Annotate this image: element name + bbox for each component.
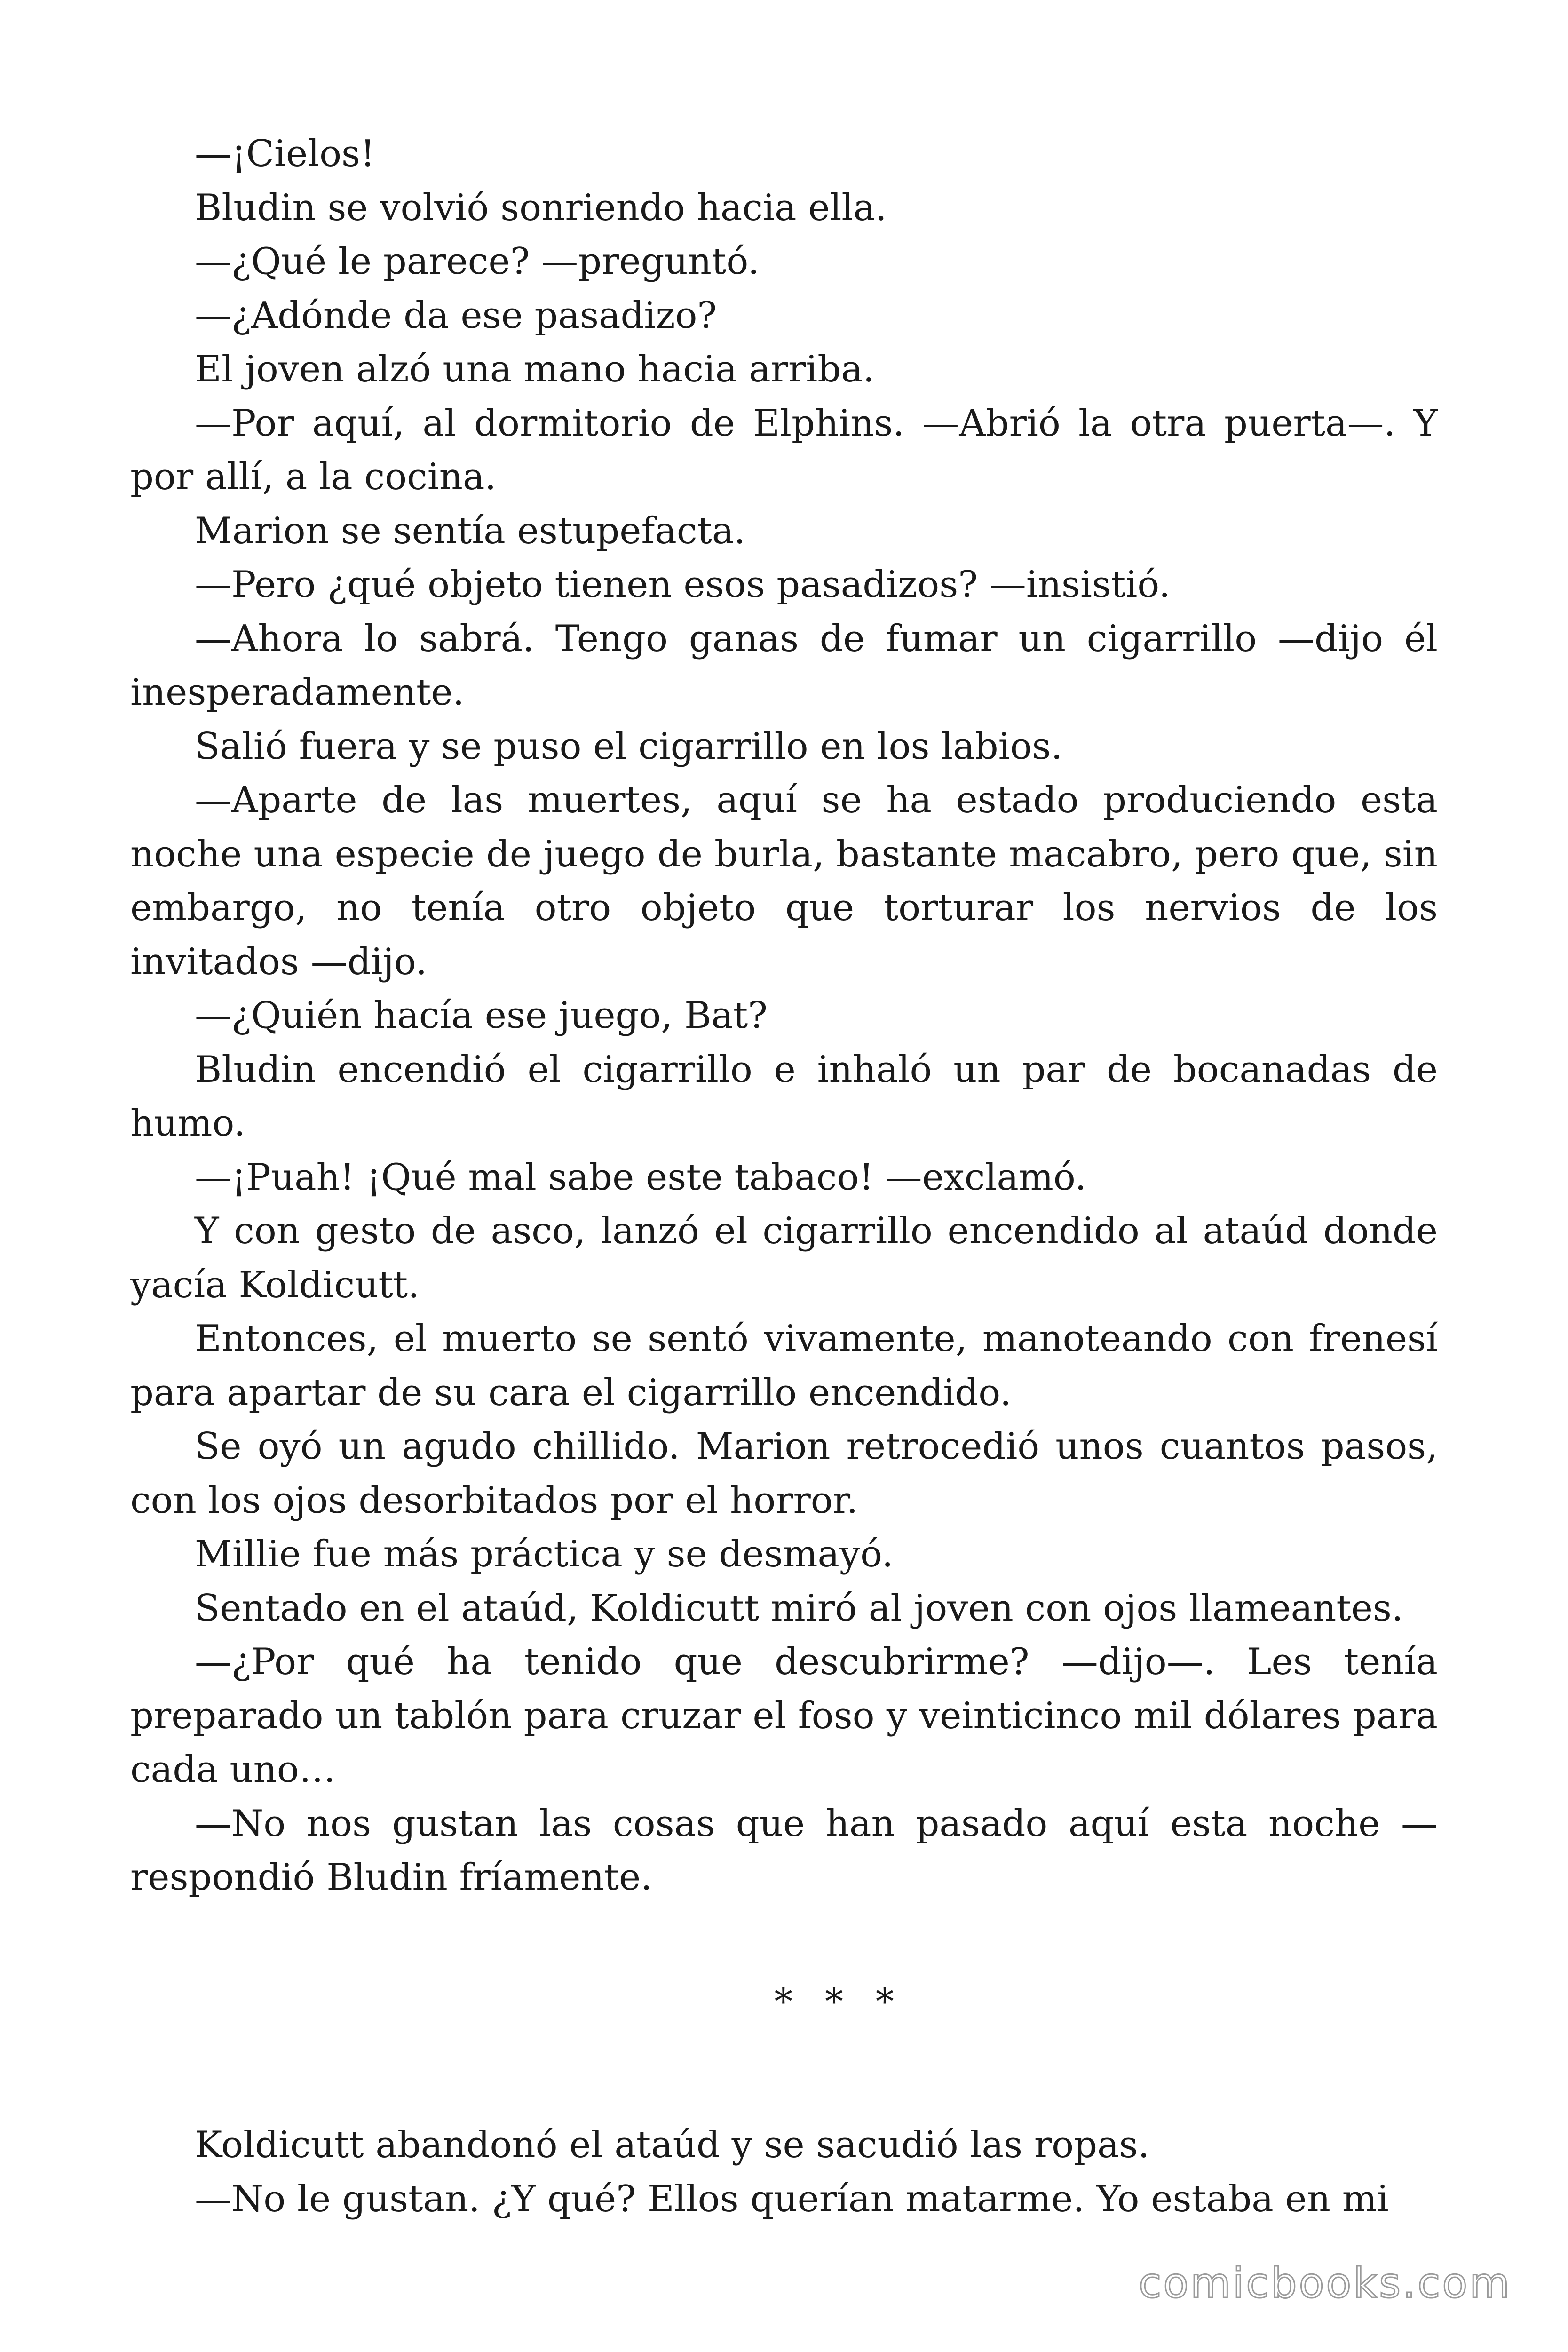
book-page-text [130,127,1438,2226]
paragraph: Koldicutt abandonó el ataúd y se sacudió las ropas. [195,2124,1150,2166]
paragraph: —No nos gustan las cosas que han pasado aquí esta noche —respondió Bludin fríamente. [130,1802,1438,1899]
paragraph: Bludin se volvió sonriendo hacia ella. [195,186,887,229]
paragraph: Millie fue más práctica y se desmayó. [195,1533,894,1575]
paragraph: Y con gesto de asco, lanzó el cigarrillo encendido al ataúd donde yacía Koldicutt. [130,1210,1438,1306]
paragraph: —Pero ¿qué objeto tienen esos pasadizos? —insistió. [195,564,1171,606]
paragraph: Se oyó un agudo chillido. Marion retrocedió unos cuantos pasos, con los ojos desorbitados por el horror. [130,1425,1438,1522]
paragraph: Salió fuera y se puso el cigarrillo en los labios. [195,725,1063,768]
paragraph: —¿Quién hacía ese juego, Bat? [195,994,768,1037]
section-separator: * * * [774,1980,904,2023]
paragraph: —No le gustan. ¿Y qué? Ellos querían matarme. Yo estaba en mi [195,2177,1389,2220]
paragraph: Bludin encendió el cigarrillo e inhaló un par de bocanadas de humo. [130,1048,1438,1144]
paragraph: —¿Qué le parece? —preguntó. [195,240,760,283]
paragraph: El joven alzó una mano hacia arriba. [195,348,875,390]
paragraph: —¡Cielos! [195,133,375,175]
paragraph: Sentado en el ataúd, Koldicutt miró al joven con ojos llameantes. [195,1587,1403,1629]
paragraph: Entonces, el muerto se sentó vivamente, manoteando con frenesí para apartar de su cara el cigarrillo encendido. [130,1318,1438,1414]
paragraph: —Por aquí, al dormitorio de Elphins. —Abrió la otra puerta—. Y por allí, a la cocina. [130,402,1438,498]
watermark: comicbooks.com [1138,2259,1512,2307]
paragraph: —¡Puah! ¡Qué mal sabe este tabaco! —exclamó. [195,1156,1087,1199]
paragraph: —Ahora lo sabrá. Tengo ganas de fumar un cigarrillo —dijo él inesperadamente. [130,617,1438,714]
paragraph: Marion se sentía estupefacta. [195,509,746,552]
paragraph: —¿Por qué ha tenido que descubrirme? —dijo—. Les tenía preparado un tablón para cruzar el foso y veinticinco mil dólares para cada uno… [130,1641,1438,1791]
paragraph: —Aparte de las muertes, aquí se ha estado produciendo esta noche una especie de juego de burla, bastante macabro, pero que, sin embargo, no tenía otro objeto que torturar los nervios de los invitados —dijo. [130,779,1438,983]
paragraph: —¿Adónde da ese pasadizo? [195,294,717,337]
